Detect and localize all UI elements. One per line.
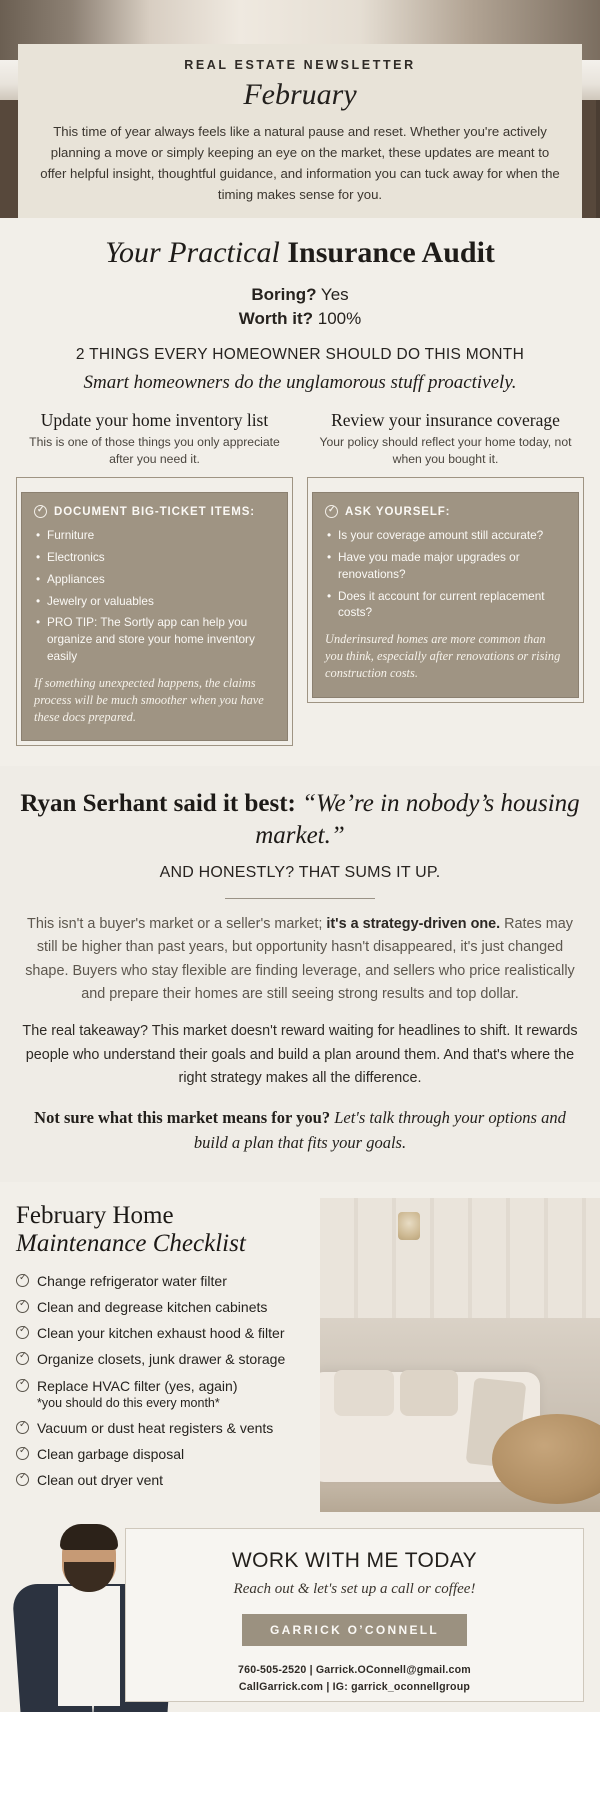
- qa-value-boring: Yes: [320, 284, 349, 304]
- checklist-item-label: Clean and degrease kitchen cabinets: [37, 1299, 268, 1315]
- checklist-item[interactable]: [16, 1471, 308, 1489]
- coverage-box-header: [325, 505, 566, 518]
- quote-text: “We’re in nobody’s housing market.”: [255, 790, 580, 850]
- column-subtext: This is one of those things you only appreciate after you need it.: [29, 434, 280, 466]
- checklist-item-label: Vacuum or dust heat registers & vents: [37, 1420, 274, 1436]
- market-footer-invite: Let's talk through your options and build a plan that fits your goals.: [193, 1108, 566, 1153]
- inventory-box-frame: [16, 477, 293, 746]
- market-footer-question: Not sure what this market means for you?: [34, 1108, 331, 1128]
- checklist-item-label: Clean your kitchen exhaust hood & filter: [37, 1325, 285, 1342]
- market-paragraph-2: The real takeaway? This market doesn't reward waiting for headlines to shift. It rewards people who understand their goals and build a plan around them. And that's where the right strategy makes all the difference.: [22, 1023, 578, 1086]
- contact-line-phone-email[interactable]: 760-505-2520 | Garrick.OConnell@gmail.com: [238, 1663, 471, 1676]
- column-heading: Update your home inventory list: [40, 409, 269, 430]
- living-room-photo: [320, 1198, 600, 1512]
- check-circle-icon[interactable]: [16, 1352, 29, 1365]
- check-circle-icon[interactable]: [16, 1447, 29, 1460]
- insurance-column-inventory: [16, 410, 293, 746]
- photo-wall: [320, 1198, 600, 1318]
- checklist-wrap: [0, 1198, 600, 1512]
- newsletter-month-title: February: [243, 78, 357, 111]
- check-circle-icon[interactable]: [16, 1379, 29, 1392]
- portrait-shirt: [58, 1586, 120, 1706]
- insurance-columns: [16, 410, 584, 746]
- inventory-box-title: DOCUMENT BIG-TICKET ITEMS:: [54, 505, 255, 518]
- checklist-item-label: Clean out dryer vent: [37, 1472, 164, 1489]
- list-item: • Jewelry or valuables: [34, 593, 275, 610]
- insurance-subhead: 2 THINGS EVERY HOMEOWNER SHOULD DO THIS MONTH: [75, 345, 525, 363]
- check-circle-icon: [325, 505, 338, 518]
- coverage-box-note: Underinsured homes are more common than you think, especially after renovations or rising construction costs.: [325, 632, 561, 681]
- checklist-item[interactable]: [16, 1445, 308, 1463]
- list-item: • Is your coverage amount still accurate?: [325, 527, 566, 544]
- hero-section: [0, 0, 600, 218]
- paragraph-1-part-a: This isn't a buyer's market or a seller's market;: [27, 916, 327, 933]
- qa-label-worth: Worth it?: [238, 309, 314, 329]
- agent-name-button[interactable]: GARRICK O’CONNELL: [242, 1614, 467, 1646]
- checklist-item[interactable]: [16, 1419, 308, 1437]
- inventory-box-note: If something unexpected happens, the claims process will be much smoother when you have these docs prepared.: [34, 675, 264, 724]
- hero-intro-text: This time of year always feels like a natural pause and reset. Whether you're actively planning a move or simply keeping an eye on the market, these updates are meant to offer helpful insight, thoughtful guidance, and information you can tuck away for when the timing makes sense for you.: [40, 124, 560, 202]
- list-item: • Appliances: [34, 571, 275, 588]
- market-quote-section: [0, 766, 600, 1182]
- quote-heading: [20, 788, 580, 852]
- insurance-title: [16, 236, 584, 271]
- checklist-item[interactable]: [16, 1324, 308, 1342]
- checklist-section: [0, 1182, 600, 1512]
- coverage-box-title: ASK YOURSELF:: [345, 505, 451, 518]
- coverage-box-frame: [307, 477, 584, 702]
- photo-lamp: [398, 1212, 420, 1240]
- qa-value-worth: 100%: [317, 309, 362, 329]
- list-item: • Does it account for current replacement costs?: [325, 588, 566, 622]
- portrait-hair: [60, 1524, 118, 1550]
- insurance-section: [0, 218, 600, 766]
- list-item: • Have you made major upgrades or renovations?: [325, 549, 566, 583]
- cta-subline: Reach out & let's set up a call or coffee!: [233, 1580, 476, 1597]
- newsletter-eyebrow: REAL ESTATE NEWSLETTER: [184, 58, 416, 72]
- photo-cushion: [334, 1370, 394, 1416]
- photo-cushion: [400, 1370, 458, 1416]
- checklist-title-line1: February Home: [16, 1201, 174, 1229]
- checklist-item-label: Organize closets, junk drawer & storage: [37, 1351, 286, 1368]
- paragraph-1-part-c: Rates may still be higher than past years, but opportunity hasn't disappeared, it's just changed shape. Buyers who stay flexible are finding leverage, and sellers who price realistically and prepare their homes are still seeing strong results and top dollar.: [25, 916, 575, 1002]
- paragraph-1-emphasis: it's a strategy-driven one.: [326, 916, 501, 933]
- list-item: • PRO TIP: The Sortly app can help you organize and store your home inventory easily: [34, 614, 275, 664]
- inventory-list: [34, 527, 275, 664]
- qa-row-boring: [16, 283, 584, 308]
- market-paragraph-1: [20, 913, 580, 1006]
- checklist-item-note: *you should do this every month*: [37, 1395, 220, 1410]
- checklist-item[interactable]: [16, 1350, 308, 1368]
- list-item: • Furniture: [34, 527, 275, 544]
- checklist-item-label: Replace HVAC filter (yes, again): [37, 1377, 238, 1394]
- inventory-box-header: [34, 505, 275, 518]
- column-heading: Review your insurance coverage: [331, 409, 560, 430]
- insurance-tagline: Smart homeowners do the unglamorous stuff proactively.: [83, 371, 517, 393]
- coverage-box: [312, 492, 579, 697]
- check-circle-icon[interactable]: [16, 1326, 29, 1339]
- list-item: • Electronics: [34, 549, 275, 566]
- quote-attribution: Ryan Serhant said it best:: [20, 790, 296, 818]
- contact-line-web-social[interactable]: CallGarrick.com | IG: garrick_oconnellgroup: [238, 1680, 471, 1693]
- checklist-item[interactable]: [16, 1377, 308, 1411]
- cta-card: [125, 1528, 584, 1702]
- check-circle-icon[interactable]: [16, 1473, 29, 1486]
- coverage-list: [325, 527, 566, 621]
- check-circle-icon[interactable]: [16, 1300, 29, 1313]
- checklist-item-group: [37, 1377, 237, 1411]
- qa-label-boring: Boring?: [251, 284, 317, 304]
- quote-subhead: AND HONESTLY? THAT SUMS IT UP.: [159, 864, 441, 882]
- checklist-item-label: Change refrigerator water filter: [37, 1272, 227, 1289]
- insurance-column-coverage: [307, 410, 584, 746]
- checklist-content: [0, 1198, 320, 1512]
- insurance-title-bold: Insurance Audit: [287, 236, 495, 269]
- check-circle-icon[interactable]: [16, 1274, 29, 1287]
- cta-headline: WORK WITH ME TODAY: [231, 1548, 478, 1572]
- check-circle-icon: [34, 505, 47, 518]
- insurance-qa: [16, 283, 584, 332]
- qa-row-worth: [16, 307, 584, 332]
- checklist-item[interactable]: [16, 1298, 308, 1316]
- inventory-box: [21, 492, 288, 741]
- checklist-title-line2: Maintenance Checklist: [16, 1229, 246, 1257]
- checklist-item[interactable]: [16, 1272, 308, 1290]
- hero-card: [18, 44, 582, 218]
- insurance-title-italic: Your Practical: [105, 236, 288, 269]
- divider: [225, 898, 375, 899]
- footer-section: [0, 1512, 600, 1712]
- column-subtext: Your policy should reflect your home today, not when you bought it.: [319, 434, 572, 466]
- market-footer-cta: [20, 1106, 580, 1156]
- checklist-item-label: Clean garbage disposal: [37, 1446, 185, 1463]
- check-circle-icon[interactable]: [16, 1421, 29, 1434]
